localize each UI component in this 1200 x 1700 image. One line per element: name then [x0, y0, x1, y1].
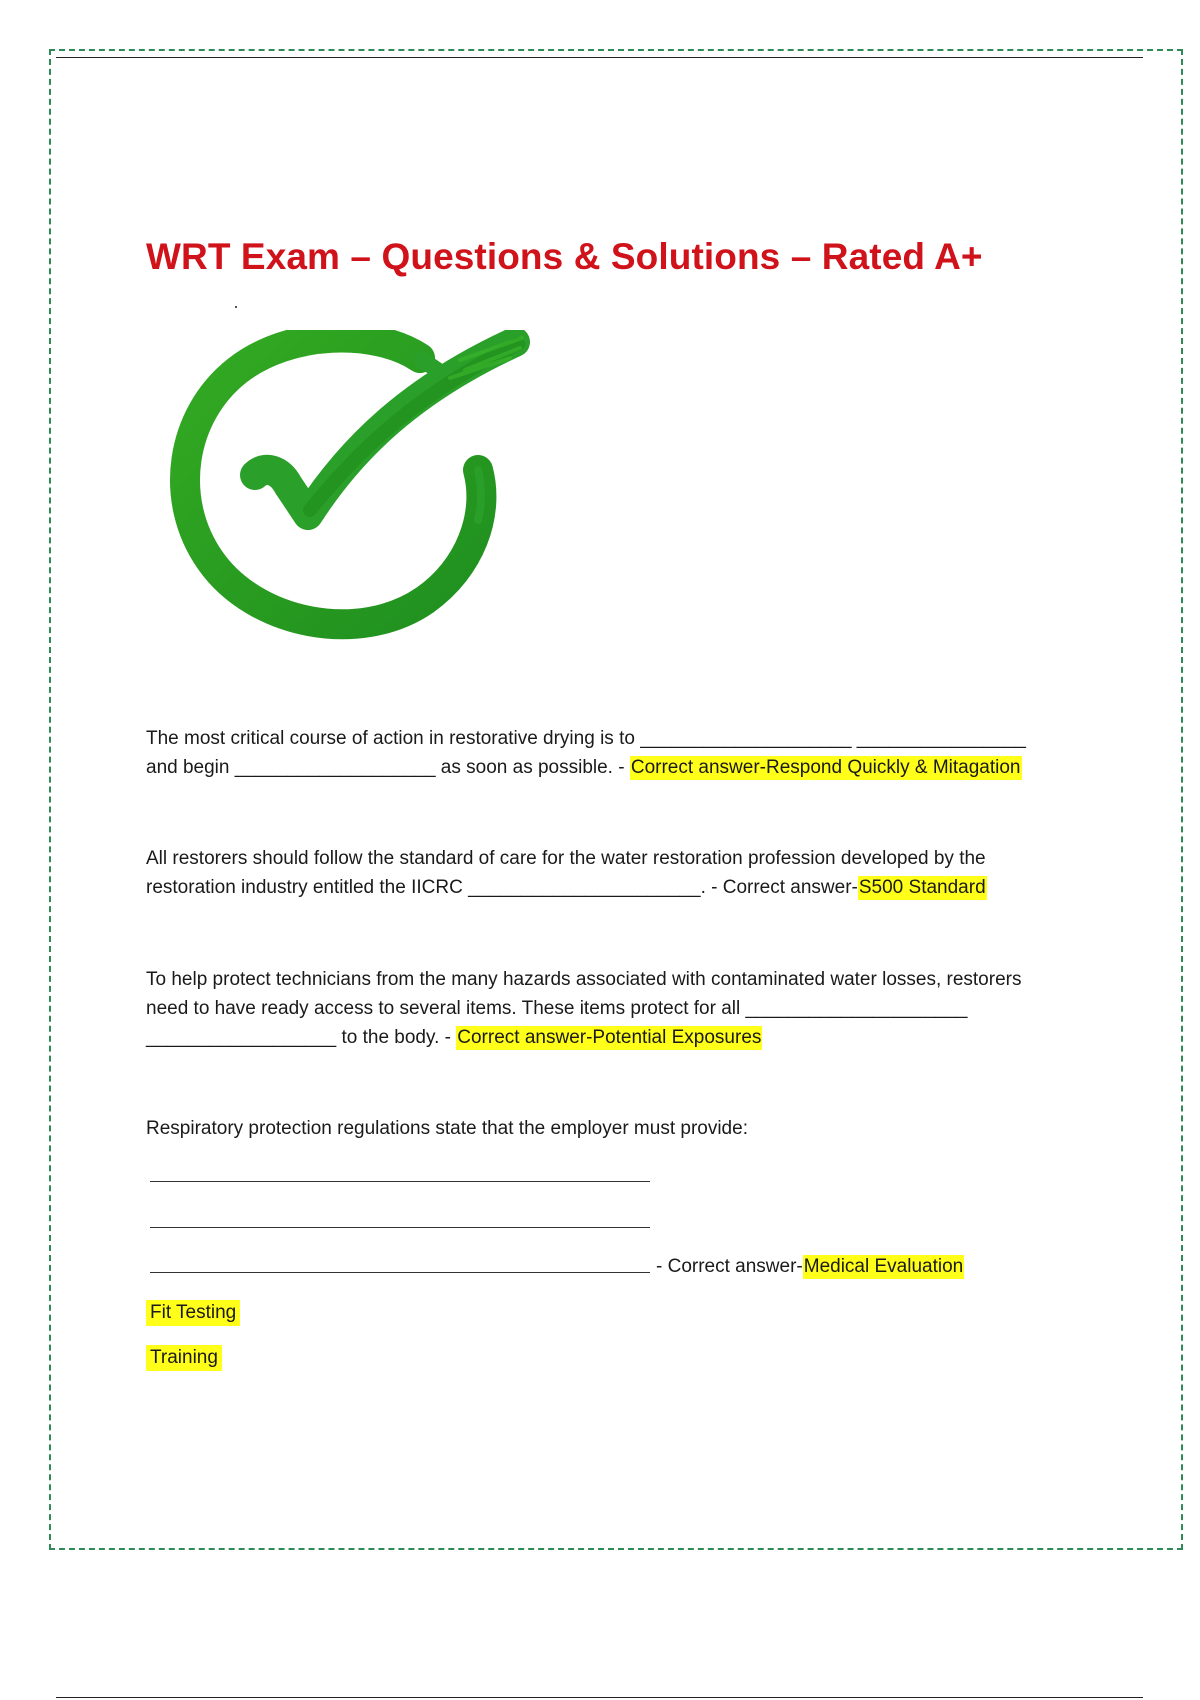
answer-highlight: Training: [146, 1345, 222, 1371]
answer-prefix: - Correct answer-: [656, 1256, 803, 1277]
question-text: need to have ready access to several items. These items protect for all _____________________: [146, 998, 968, 1019]
footer-rule: [56, 1697, 1143, 1698]
answer-row: [146, 1298, 240, 1327]
answer-blank-line: [150, 1272, 650, 1273]
question-text: restoration industry entitled the IICRC ______________________. - Correct answer-: [146, 877, 858, 898]
header-rule: [56, 57, 1143, 58]
question-text: The most critical course of action in restorative drying is to ____________________ ________________: [146, 728, 1026, 749]
answer-blank-line: [150, 1181, 650, 1182]
question-item: [146, 724, 1106, 782]
question-text: Respiratory protection regulations state that the employer must provide:: [146, 1118, 748, 1139]
question-item: [146, 1114, 1106, 1143]
answer-highlight: Correct answer-Potential Exposures: [457, 1027, 762, 1048]
stray-mark: [235, 306, 237, 308]
question-text: and begin ___________________ as soon as possible. -: [146, 757, 630, 778]
answer-highlight: Fit Testing: [146, 1300, 240, 1326]
question-text: To help protect technicians from the many hazards associated with contaminated water losses, restorers: [146, 969, 1022, 990]
question-text: __________________ to the body. -: [146, 1027, 457, 1048]
question-item: [146, 965, 1106, 1052]
question-text: All restorers should follow the standard of care for the water restoration profession developed by the: [146, 848, 986, 869]
document-title: WRT Exam – Questions & Solutions – Rated A+: [146, 236, 983, 277]
question-text-continued: [146, 1023, 1106, 1052]
answer-row: [656, 1252, 964, 1281]
answer-highlight: Correct answer-Respond Quickly & Mitagation: [630, 757, 1021, 778]
answer-highlight: Medical Evaluation: [803, 1256, 964, 1277]
answer-row: [146, 1343, 222, 1372]
answer-highlight: S500 Standard: [858, 877, 986, 898]
question-text-continued: [146, 873, 1106, 902]
question-text-continued: [146, 753, 1106, 782]
question-item: [146, 844, 1106, 902]
green-checkmark-icon: [160, 330, 530, 640]
answer-blank-line: [150, 1227, 650, 1228]
